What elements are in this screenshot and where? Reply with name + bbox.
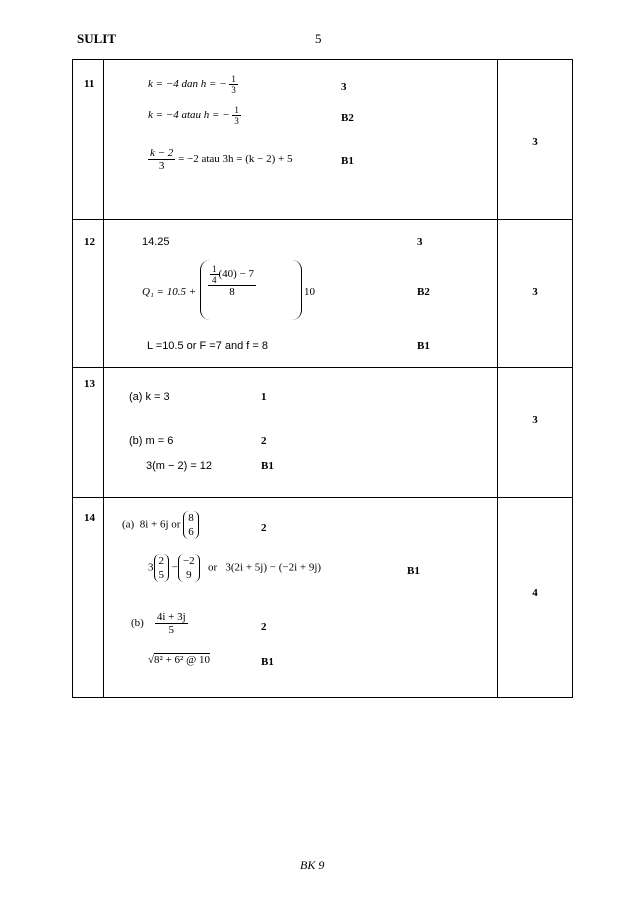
part-b-working: 3(m − 2) = 12 <box>146 460 213 472</box>
working-line: $\frac{k - 2}{3}$ = −2 atau 3h = (k − 2) + 5 <box>150 147 293 172</box>
mark: 3 <box>417 236 423 248</box>
total-marks: 3 <box>498 60 573 220</box>
question-body <box>104 60 498 220</box>
question-number: 11 <box>73 60 104 220</box>
mark: 2 <box>261 621 267 633</box>
mark: B1 <box>261 656 274 668</box>
mark: 3 <box>341 81 347 93</box>
question-number: 13 <box>73 368 104 498</box>
question-number: 12 <box>73 220 104 368</box>
question-body <box>104 498 498 698</box>
marking-scheme-table <box>72 59 573 698</box>
mark: B1 <box>417 340 430 352</box>
page-number: 5 <box>315 31 322 46</box>
mark: 1 <box>261 391 267 403</box>
part-a-answer: (a) 8i + 6j or 8 6 <box>122 511 199 539</box>
part-a-answer: (a) k = 3 <box>129 391 170 403</box>
mark: 2 <box>261 522 267 534</box>
footer-code: BK 9 <box>300 858 325 872</box>
mark: B2 <box>417 286 430 298</box>
question-number: 14 <box>73 498 104 698</box>
question-row-12 <box>73 220 573 368</box>
part-a-working: 32 5 −−2 9 or 3(2i + 5j) − (−2i + 9j) <box>148 555 322 581</box>
final-answer: 14.25 <box>142 236 170 248</box>
mark: B2 <box>341 112 354 124</box>
mark: B1 <box>341 155 354 167</box>
mark: 2 <box>261 435 267 447</box>
question-row-11 <box>73 60 573 220</box>
mark: B1 <box>407 565 420 577</box>
part-b-answer: (b) $\frac{4i + 3j}{5}$ <box>131 611 186 636</box>
header-sulit: SULIT <box>77 31 117 46</box>
question-row-14 <box>73 498 573 698</box>
part-b-working: √8² + 6² @ 10 <box>148 654 210 666</box>
total-marks: 3 <box>498 220 573 368</box>
values-line: L =10.5 or F =7 and f = 8 <box>147 340 268 352</box>
total-marks: 4 <box>498 498 573 698</box>
answer-line: k = −4 dan h = − $\frac{1}{3}$ <box>148 74 236 95</box>
total-marks: 3 <box>498 368 573 498</box>
answer-line: k = −4 atau h = − $\frac{1}{3}$ <box>148 105 239 126</box>
part-b-answer: (b) m = 6 <box>129 435 174 447</box>
mark: B1 <box>261 460 274 472</box>
question-row-13 <box>73 368 573 498</box>
question-body <box>104 368 498 498</box>
question-body: 14.25 3 Q₁ = 10.5 + $\frac{1}{4}$ (40) − 7 8 10 B2 L =10.5 or F =7 and f = 8 B1 <box>104 220 498 368</box>
